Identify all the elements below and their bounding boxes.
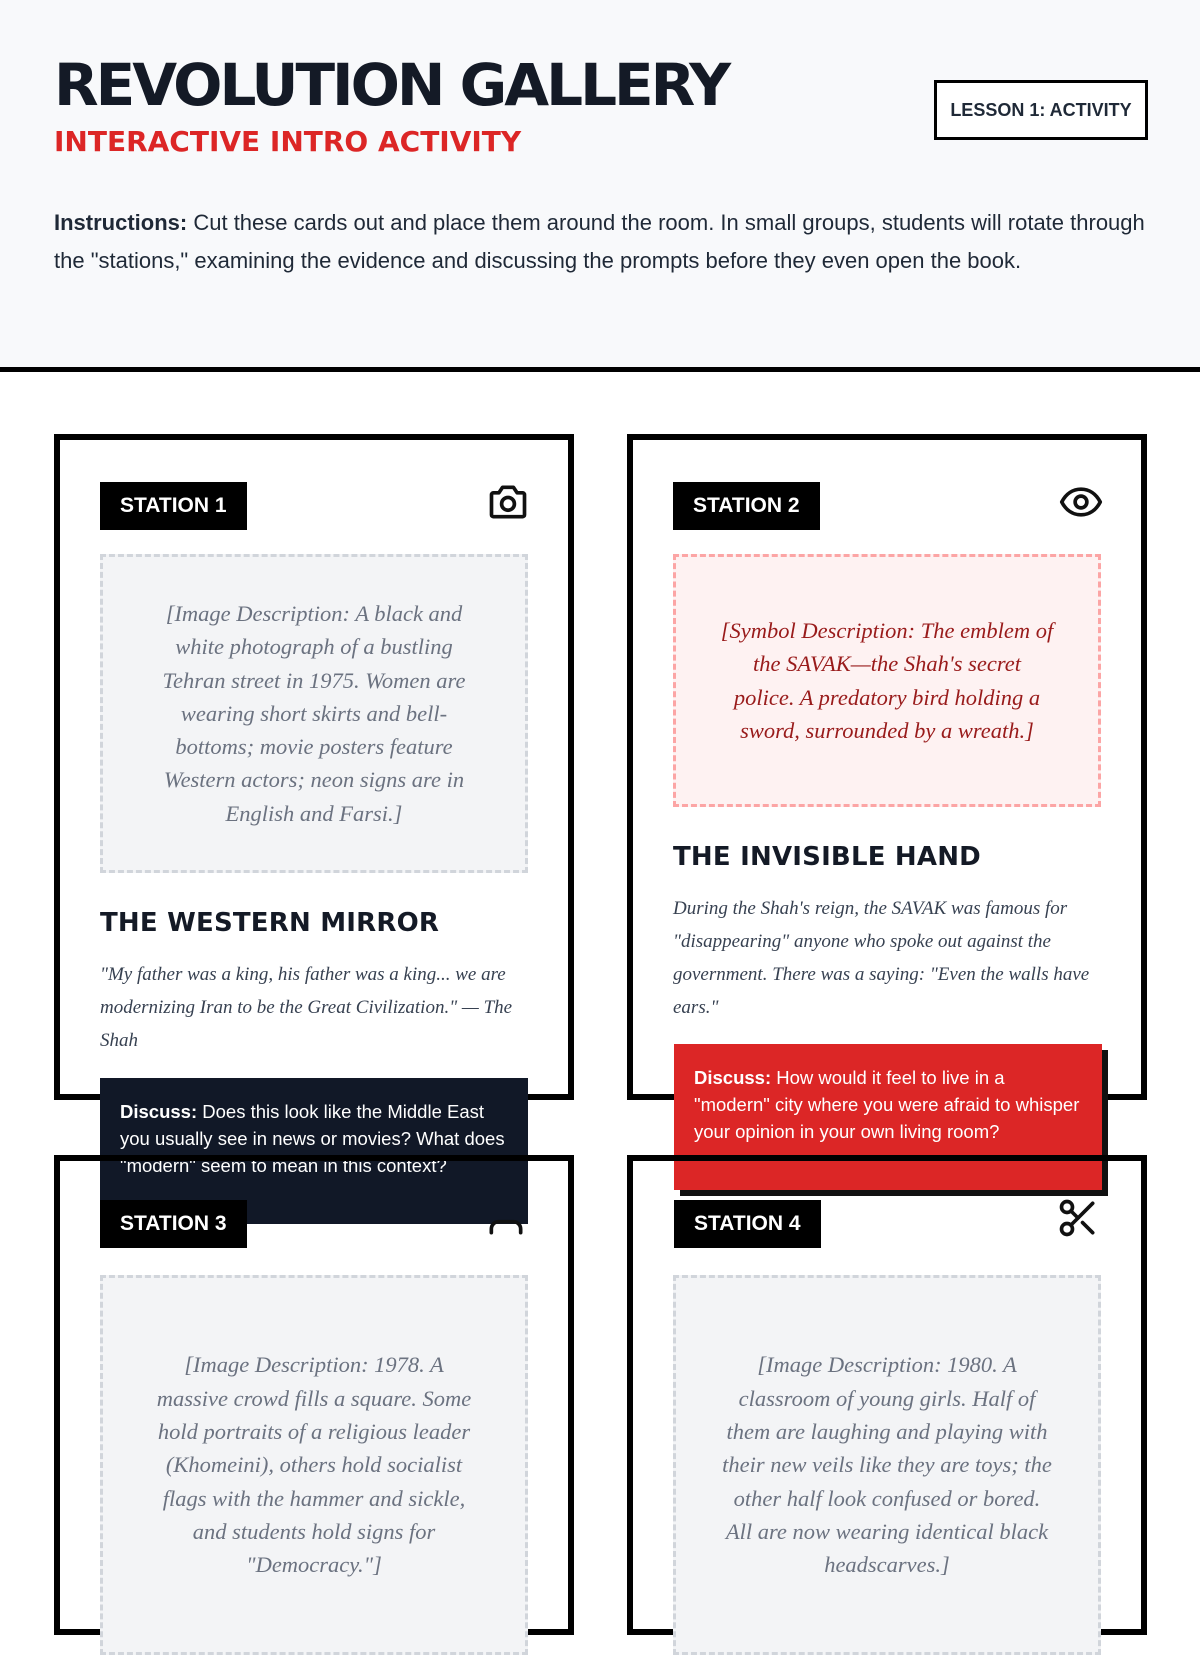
discuss-box-2 [674,1044,1102,1190]
station-card-2 [627,434,1147,1100]
image-description: [Image Description: 1980. A classroom of young girls. Half of them are laughing and playing with their new veils like they are toys; the other half look confused or bored. All are now wearing identical black headscarves.] [673,1275,1101,1655]
card-title: THE WESTERN MIRROR [100,908,440,938]
discuss-text: How would it feel to live in a "modern" city where you were afraid to whisper your opinion in your own living room? [694,1067,1080,1142]
image-description: [Image Description: 1978. A massive crowd fills a square. Some hold portraits of a religious leader (Khomeini), others hold socialist flags with the hammer and sickle, and students hold signs for "Democracy."] [100,1275,528,1655]
instructions-label: Instructions: [54,210,188,235]
card-3-top-border [54,1155,574,1161]
station-label: STATION 3 [100,1200,247,1248]
image-description: [Image Description: A black and white photograph of a bustling Tehran street in 1975. Women are wearing short skirts and bell-bottoms; movie posters feature Western actors; neon signs are in English and Farsi.] [100,554,528,873]
card-text: During the Shah's reign, the SAVAK was famous for "disappearing" anyone who spoke out against the government. There was a saying: "Even the walls have ears." [673,898,1090,1018]
card-4-top-border [627,1155,1147,1161]
people-icon [484,1196,528,1240]
page-header [0,0,1200,372]
page-subtitle: INTERACTIVE INTRO ACTIVITY [54,125,522,158]
camera-icon [486,480,530,524]
station-label: STATION 2 [673,482,820,530]
scissors-icon [1056,1196,1100,1240]
discuss-label: Discuss: [694,1067,772,1088]
card-quote: "My father was a king, his father was a king... we are modernizing Iran to be the Great Civilization." — The Shah [100,964,513,1051]
station-card-1 [54,434,574,1100]
lesson-badge: LESSON 1: ACTIVITY [934,80,1148,140]
discuss-text: Does this look like the Middle East you usually see in news or movies? What does "modern" seem to mean in this context? [120,1101,505,1176]
instructions [54,204,1154,280]
instructions-text: Cut these cards out and place them around the room. In small groups, students will rotate through the "stations," examining the evidence and discussing the prompts before they even open the book. [54,210,1145,273]
symbol-description: [Symbol Description: The emblem of the SAVAK—the Shah's secret police. A predatory bird holding a sword, surrounded by a wreath.] [673,554,1101,807]
page-title: REVOLUTION GALLERY [54,51,729,119]
discuss-label: Discuss: [120,1101,198,1122]
station-label: STATION 1 [100,482,247,530]
card-title: THE INVISIBLE HAND [673,842,981,872]
station-label: STATION 4 [674,1200,821,1248]
eye-icon [1059,480,1103,524]
